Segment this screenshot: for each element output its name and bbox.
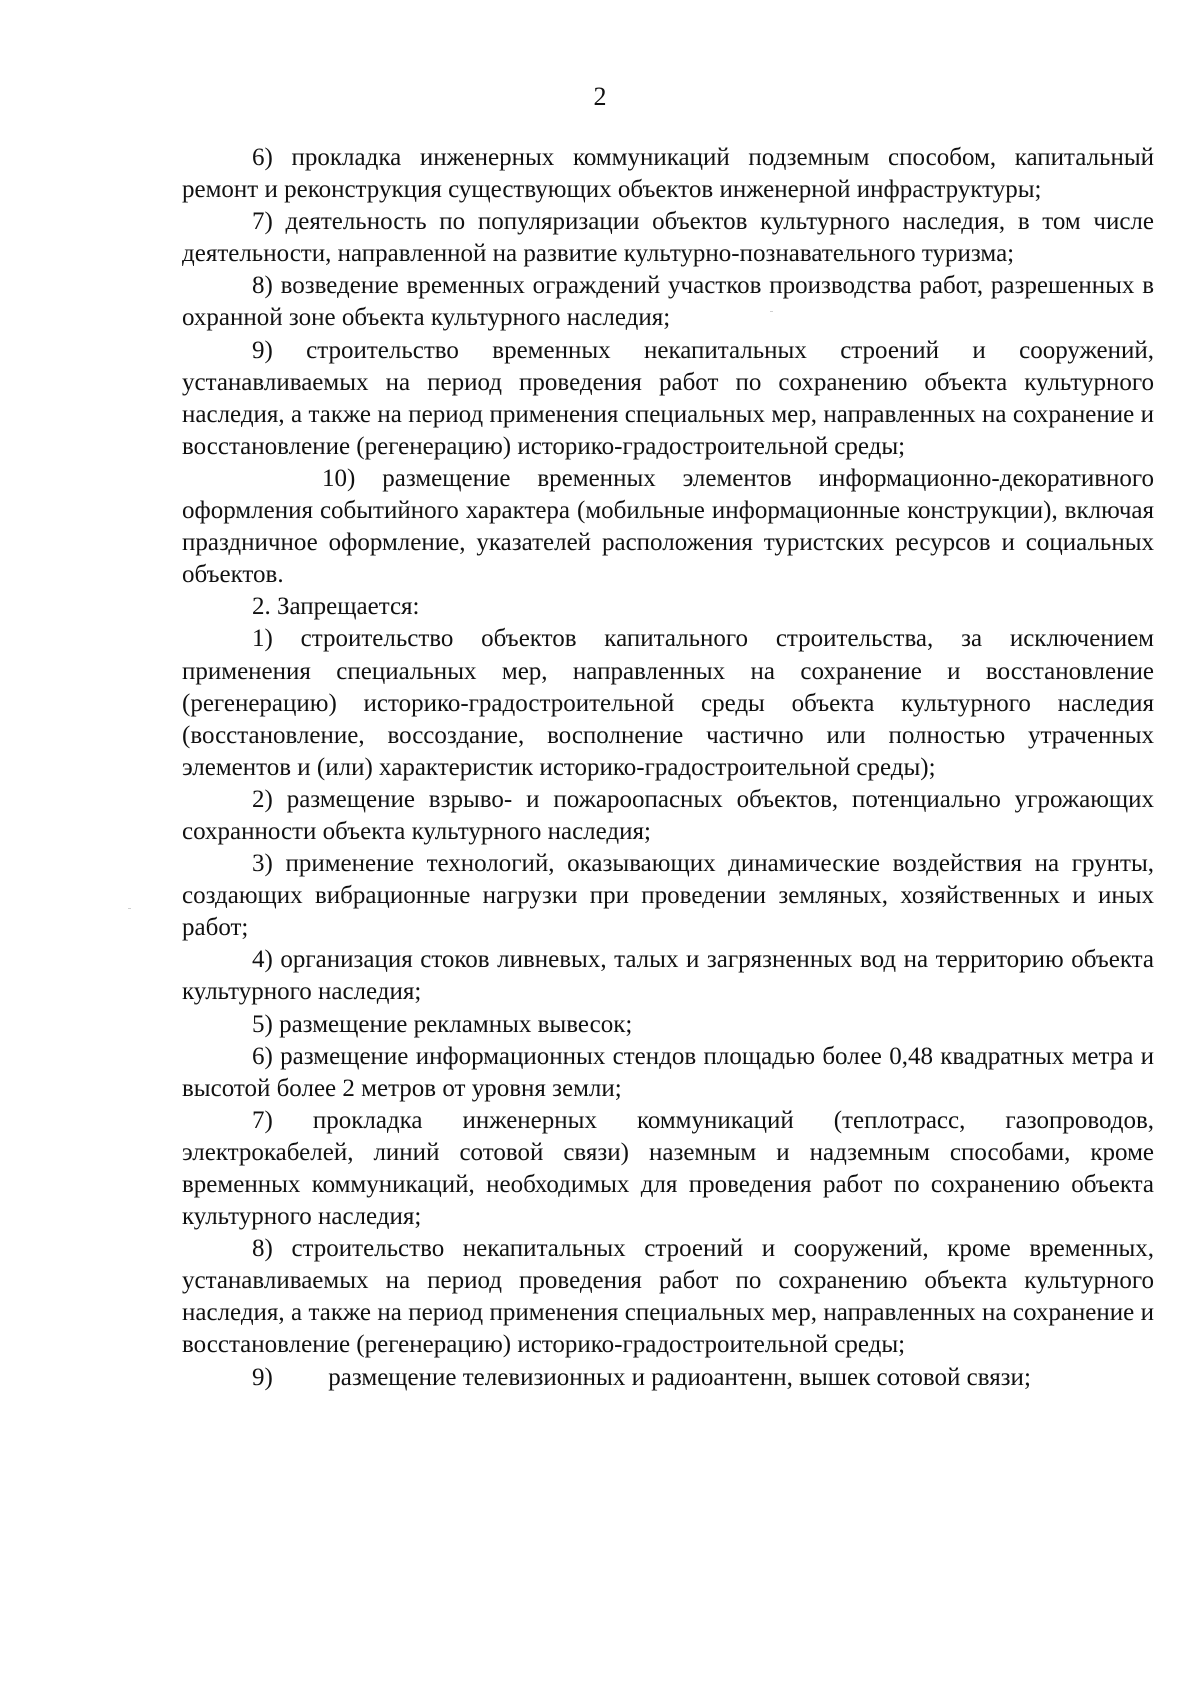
list-item — [182, 623, 1154, 783]
list-item — [182, 1105, 1154, 1233]
item-text: прокладка инженерных коммуникаций подземным способом, капитальный ремонт и реконструкция существующих объектов инженерной инфраструктуры; — [182, 144, 1154, 204]
list-item — [182, 1362, 1154, 1394]
section-heading-text: 2. Запрещается: — [252, 593, 420, 621]
item-number: 7) — [252, 208, 273, 236]
document-body — [182, 142, 1154, 1394]
item-number: 6) — [252, 1042, 273, 1070]
list-item — [182, 944, 1154, 1008]
item-number: 8) — [252, 1235, 273, 1263]
item-text: применение технологий, оказывающих динамические воздействия на грунты, создающих вибрационные нагрузки при проведении земляных, хозяйственных и иных работ; — [182, 850, 1155, 942]
list-item — [182, 142, 1154, 206]
item-number: 10) — [322, 464, 356, 492]
list-item — [182, 784, 1154, 848]
item-text: строительство объектов капитального строительства, за исключением применения специальных мер, направленных на сохранение и восстановление (регенерацию) историко-градостроительной среды объекта культурного наследия (восстановление, воссоздание, восполнение частично или полностью утраченных элементов и (или) характеристик историко-градостроительной среды); — [182, 625, 1155, 781]
list-item — [182, 270, 1154, 334]
item-text: деятельность по популяризации объектов культурного наследия, в том числе деятельности, направленной на развитие культурно-познавательного туризма; — [182, 208, 1155, 268]
list-item — [182, 335, 1154, 463]
scan-artifact — [770, 311, 773, 312]
item-text: размещение рекламных вывесок; — [279, 1010, 633, 1038]
list-item — [182, 463, 1154, 591]
section-heading — [182, 591, 1154, 623]
item-number: 3) — [252, 850, 273, 878]
item-text: возведение временных ограждений участков производства работ, разрешенных в охранной зоне объекта культурного наследия; — [182, 272, 1154, 332]
item-number: 7) — [252, 1106, 273, 1134]
item-text: строительство временных некапитальных строений и сооружений, устанавливаемых на период проведения работ по сохранению объекта культурного наследия, а также на период применения специальных мер, направленных на сохранение и восстановление (регенерацию) историко-градостроительной среды; — [182, 336, 1154, 460]
item-text: прокладка инженерных коммуникаций (теплотрасс, газопроводов, электрокабелей, линий сотовой связи) наземным и надземным способами, кроме временных коммуникаций, необходимых для проведения работ по сохранению объекта культурного наследия; — [182, 1106, 1155, 1231]
item-number: 6) — [252, 144, 273, 171]
list-item — [182, 848, 1154, 944]
page-number: 2 — [593, 82, 607, 111]
item-number: 9) — [252, 1363, 273, 1391]
item-number: 8) — [252, 272, 273, 300]
item-text: размещение телевизионных и радиоантенн, вышек сотовой связи; — [328, 1363, 1031, 1391]
list-item — [182, 206, 1154, 270]
item-number: 9) — [252, 336, 273, 364]
item-number: 1) — [252, 625, 273, 653]
scan-artifact — [128, 908, 131, 909]
list-item — [182, 1009, 1154, 1041]
list-item — [182, 1041, 1154, 1105]
item-number: 4) — [252, 946, 273, 974]
item-text: организация стоков ливневых, талых и загрязненных вод на территорию объекта культурного наследия; — [182, 946, 1155, 1006]
item-text: размещение взрыво- и пожароопасных объектов, потенциально угрожающих сохранности объекта культурного наследия; — [182, 785, 1154, 845]
item-number: 2) — [252, 785, 273, 813]
item-text: строительство некапитальных строений и сооружений, кроме временных, устанавливаемых на период проведения работ по сохранению объекта культурного наследия, а также на период применения специальных мер, направленных на сохранение и восстановление (регенерацию) историко-градостроительной среды; — [182, 1235, 1154, 1359]
item-number: 5) — [252, 1010, 273, 1038]
list-item — [182, 1233, 1154, 1361]
item-text: размещение информационных стендов площадью более 0,48 квадратных метра и высотой более 2 метров от уровня земли; — [182, 1042, 1155, 1102]
item-text: размещение временных элементов информационно-декоративного оформления событийного характера (мобильные информационные конструкции), включая праздничное оформление, указателей расположения туристских ресурсов и социальных объектов. — [182, 464, 1155, 589]
